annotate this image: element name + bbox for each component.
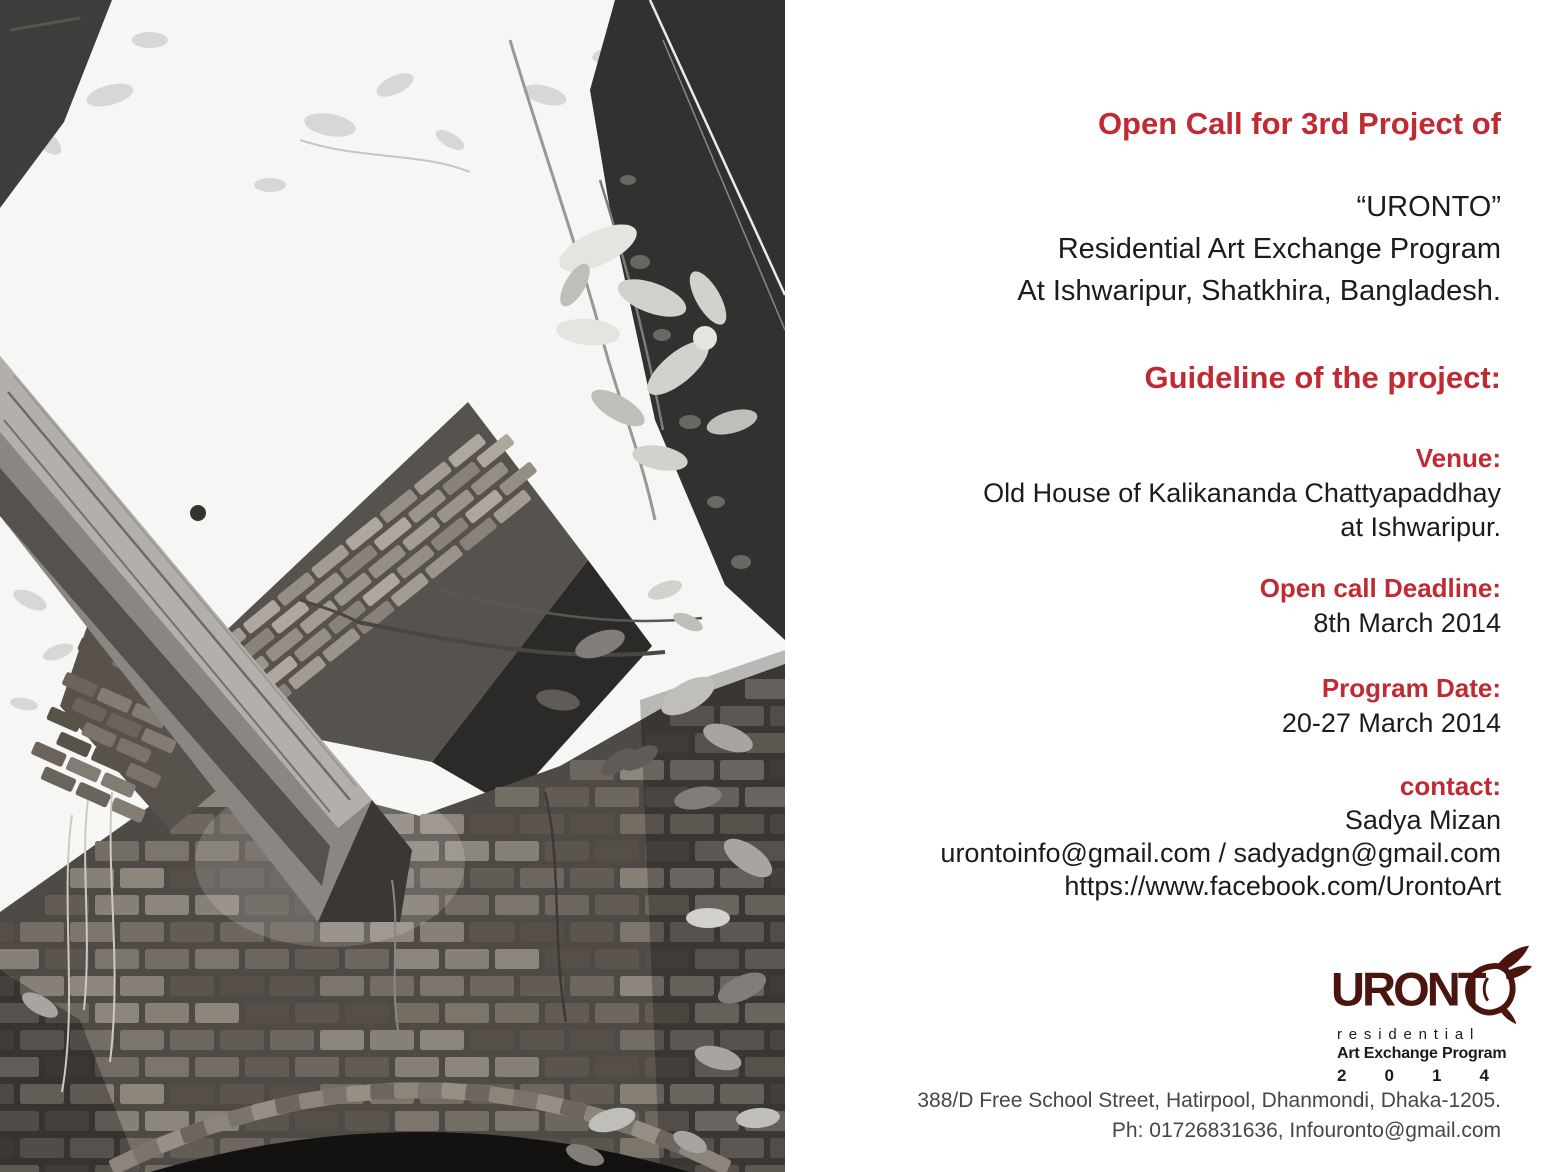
guideline-heading: Guideline of the project: — [1144, 360, 1501, 395]
uronto-logo-wordmark — [1331, 940, 1533, 1026]
contact-facebook-url: https://www.facebook.com/UrontoArt — [1064, 871, 1501, 901]
footer-address: 388/D Free School Street, Hatirpool, Dhanmondi, Dhaka-1205. — [917, 1089, 1501, 1112]
logo-year-digit: 0 — [1384, 1066, 1394, 1085]
logo-year — [1337, 1066, 1489, 1086]
contact-emails: urontoinfo@gmail.com / sadyadgn@gmail.com — [940, 838, 1501, 868]
uronto-logo — [1331, 946, 1507, 1086]
program-name-block — [1017, 186, 1501, 312]
poster-title: Open Call for 3rd Project of — [1097, 106, 1501, 141]
footer-phone-email: Ph: 01726831636, Infouronto@gmail.com — [1111, 1119, 1501, 1142]
logo-word: URONT — [1331, 962, 1484, 1016]
logo-year-digit: 2 — [1337, 1066, 1347, 1085]
info-panel — [785, 0, 1563, 1172]
venue-line-1: Old House of Kalikananda Chattyapaddhay — [983, 478, 1501, 508]
venue-section — [983, 440, 1501, 544]
logo-program-text: Art Exchange Program — [1337, 1045, 1507, 1062]
logo-residential-text: residential — [1337, 1026, 1481, 1043]
footer-contact — [917, 1086, 1501, 1146]
venue-line-2: at Ishwaripur. — [1340, 512, 1501, 542]
logo-year-digit: 4 — [1479, 1066, 1489, 1085]
deadline-value: 8th March 2014 — [1313, 608, 1501, 638]
logo-year-digit: 1 — [1432, 1066, 1442, 1085]
venue-label: Venue: — [1415, 443, 1501, 473]
program-date-label: Program Date: — [1321, 673, 1501, 703]
deadline-section — [1260, 570, 1501, 640]
contact-label: contact: — [1399, 771, 1501, 801]
contact-person: Sadya Mizan — [1344, 805, 1501, 835]
program-subtitle: Residential Art Exchange Program — [1057, 233, 1501, 265]
program-name: “URONTO” — [1356, 191, 1501, 223]
deadline-label: Open call Deadline: — [1259, 573, 1501, 603]
contact-section — [940, 768, 1501, 903]
program-date-section — [1282, 670, 1501, 740]
program-date-value: 20-27 March 2014 — [1281, 708, 1501, 738]
program-location: At Ishwaripur, Shatkhira, Bangladesh. — [1017, 275, 1501, 307]
